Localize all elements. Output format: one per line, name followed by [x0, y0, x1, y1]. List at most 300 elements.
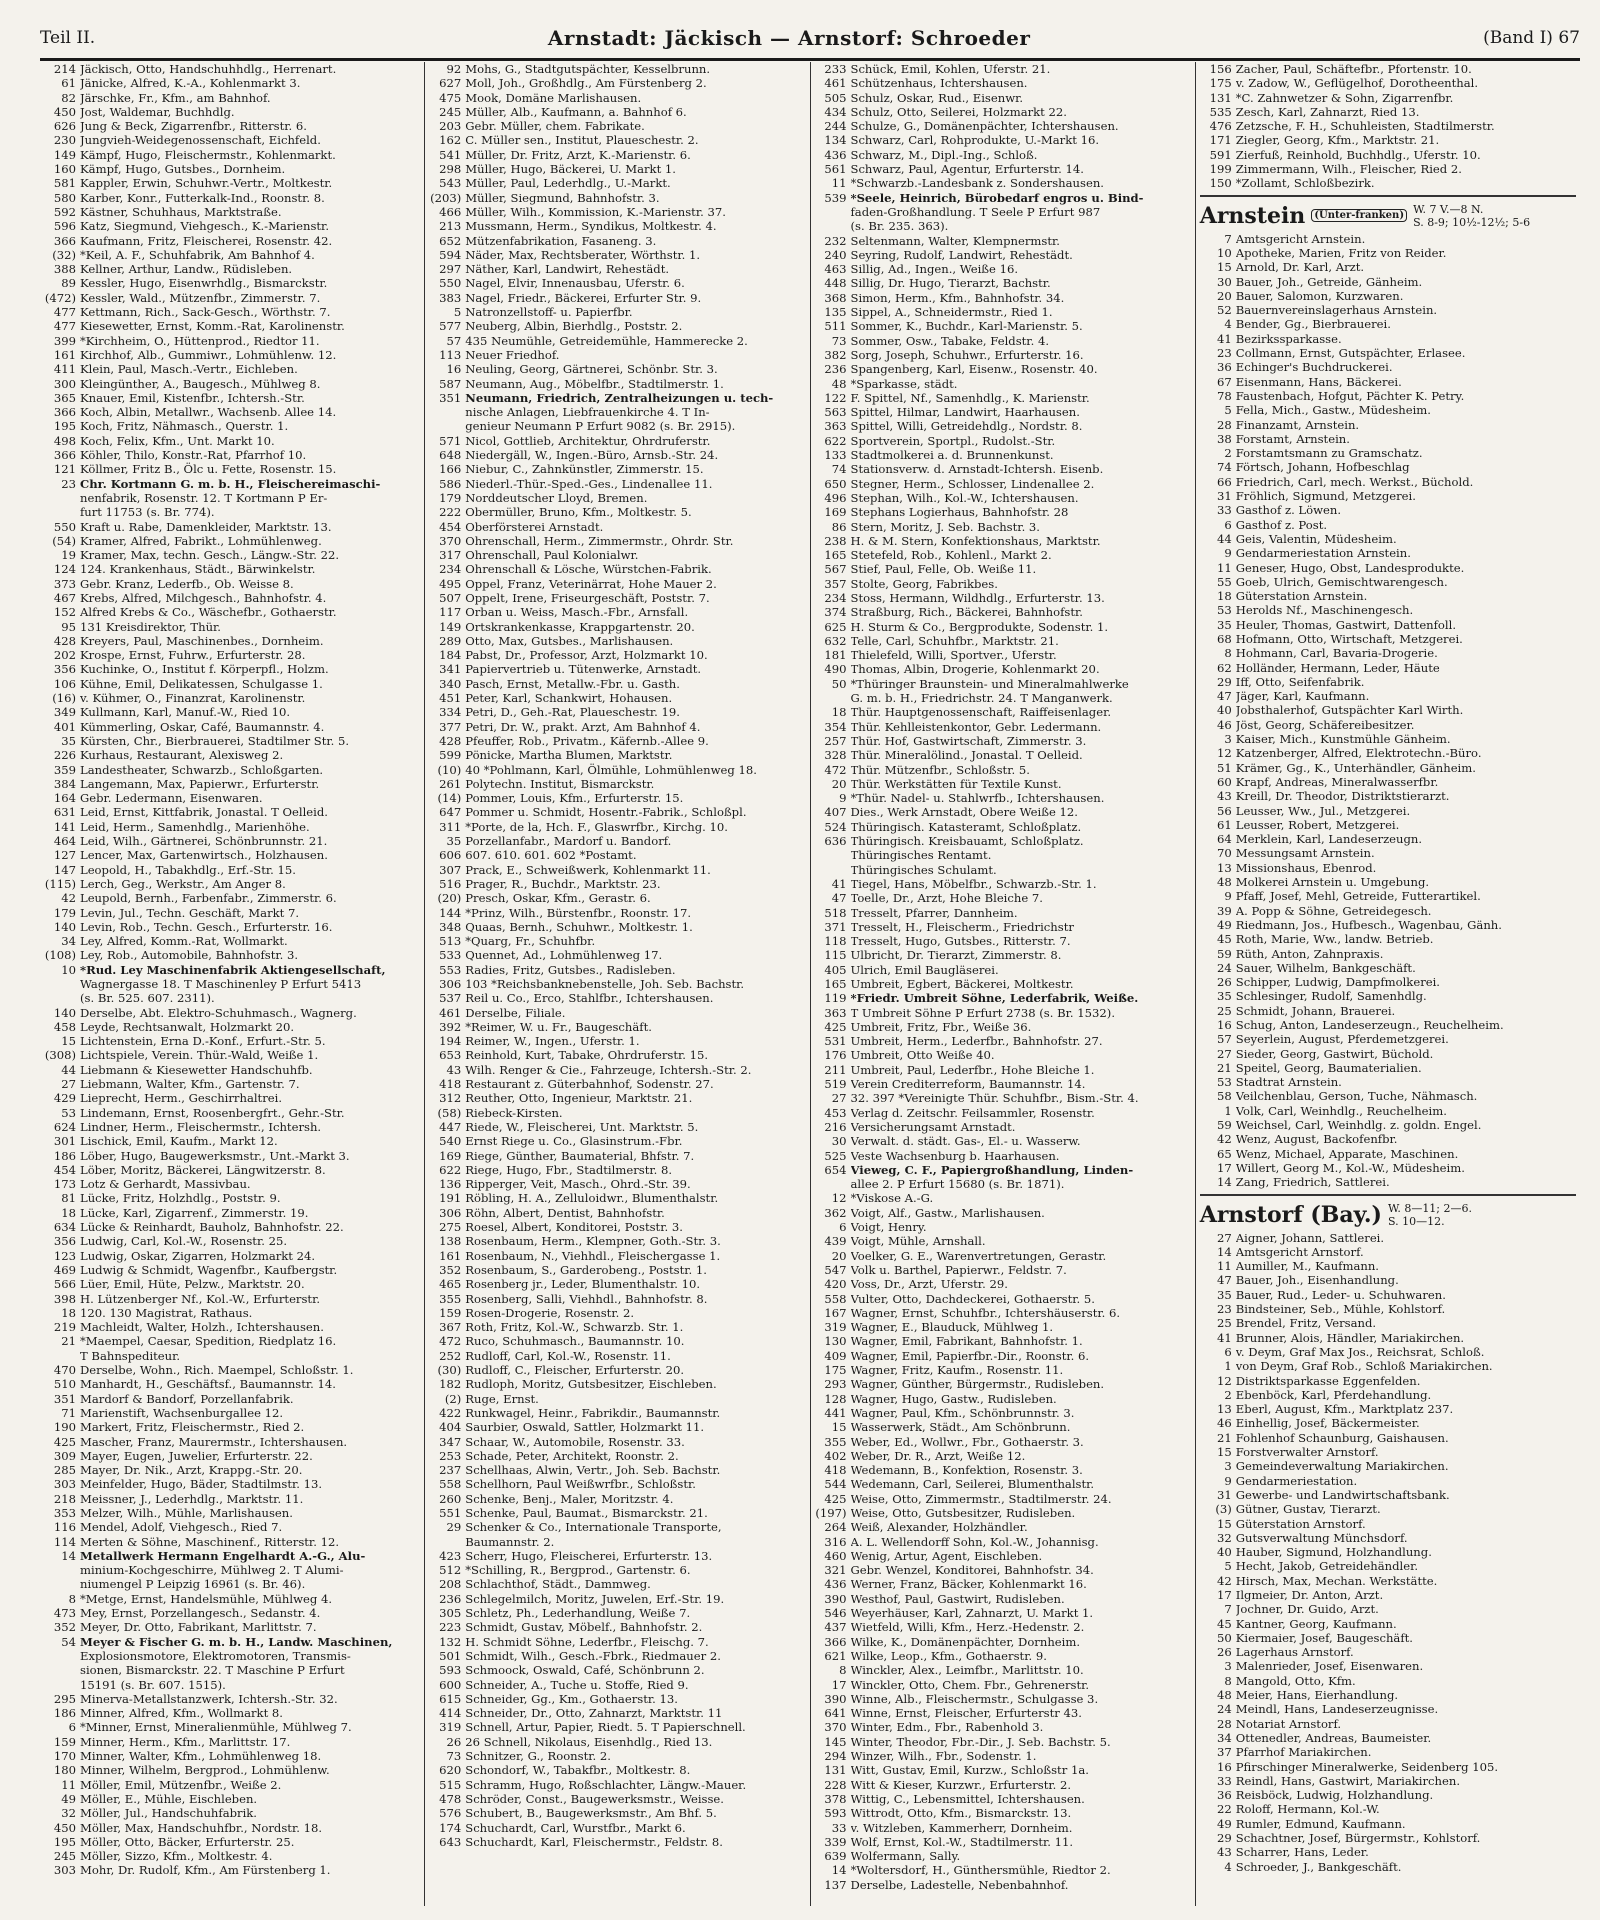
entry-text: Pfaff, Josef, Mehl, Getreide, Futterartikel.: [1235, 889, 1481, 904]
directory-entry: [1200, 148, 1576, 162]
directory-entry: [429, 1563, 805, 1577]
entry-text: Holländer, Hermann, Leder, Häute: [1235, 660, 1440, 675]
entry-text: Schade, Peter, Architekt, Roonstr. 2.: [465, 1448, 679, 1463]
entry-text: Mook, Domäne Marlishausen.: [465, 90, 642, 105]
directory-entry: [815, 1006, 1191, 1020]
entry-text: Thür. Mineralölind., Jonastal. T Oelleid.: [850, 748, 1083, 763]
phone-number: 86: [831, 519, 847, 534]
directory-entry: [44, 1692, 420, 1706]
phone-number: 543: [439, 176, 462, 191]
entry-text: Umbreit, Fritz, Fbr., Weiße 36.: [850, 1019, 1032, 1034]
phone-number: 519: [824, 1077, 847, 1092]
entry-text: Ohrenschall, Paul Kolonialwr.: [465, 548, 639, 563]
entry-text: Sippel, A., Schneidermstr., Ried 1.: [850, 305, 1053, 320]
directory-entry: [44, 877, 420, 891]
directory-entry: [429, 362, 805, 376]
directory-entry: [44, 1334, 420, 1348]
entry-text: Mendel, Adolf, Viehgesch., Ried 7.: [80, 1520, 283, 1535]
phone-number: (16): [52, 691, 76, 706]
phone-number: 27: [1216, 1046, 1232, 1061]
phone-number: 626: [53, 119, 76, 134]
directory-entry: [429, 1606, 805, 1620]
directory-entry: [1200, 603, 1576, 617]
entry-text: Weise, Otto, Zimmermstr., Stadtilmerstr. 24.: [850, 1491, 1112, 1506]
directory-entry: [429, 777, 805, 791]
directory-entry: [815, 1492, 1191, 1506]
entry-text: Löber, Moritz, Bäckerei, Längwitzerstr. 8.: [80, 1162, 326, 1177]
directory-entry: [815, 1549, 1191, 1563]
entry-text: Mangold, Otto, Kfm.: [1235, 1673, 1356, 1688]
phone-number: 362: [824, 1205, 847, 1220]
phone-number: 648: [439, 448, 462, 463]
directory-entry: [815, 1463, 1191, 1477]
phone-number: 450: [53, 104, 76, 119]
page-header: [40, 18, 1580, 61]
directory-entry: [429, 391, 805, 405]
entry-text: Krebs, Alfred, Milchgesch., Bahnhofstr. 4.: [80, 590, 327, 605]
directory-entry: [1200, 1674, 1576, 1688]
phone-number: 49: [1216, 917, 1232, 932]
entry-text: Thür. Mützenfbr., Schloßstr. 5.: [850, 762, 1030, 777]
phone-number: 513: [439, 934, 462, 949]
entry-text: Schnitzer, G., Roonstr. 2.: [465, 1749, 611, 1764]
directory-entry: [815, 162, 1191, 176]
entry-text: Bauer, Rud., Leder- u. Schuhwaren.: [1235, 1287, 1446, 1302]
directory-entry: [1200, 317, 1576, 331]
phone-number: 577: [439, 319, 462, 334]
directory-entry: [1200, 532, 1576, 546]
entry-text: Schubert, B., Baugewerksmstr., Am Bhf. 5.: [465, 1806, 717, 1821]
entry-text: Röbling, H. A., Zelluloidwr., Blumenthalstr.: [465, 1191, 719, 1206]
directory-entry: [44, 91, 420, 105]
entry-text: Metallwerk Hermann Engelhardt A.-G., Alu-: [80, 1548, 366, 1563]
directory-entry: [1200, 661, 1576, 675]
directory-entry: [815, 1292, 1191, 1306]
entry-text: Pfirschinger Mineralwerke, Seidenberg 105.: [1235, 1759, 1499, 1774]
directory-entry: [44, 291, 420, 305]
entry-text: Polytechn. Institut, Bismarckstr.: [465, 776, 655, 791]
entry-text: Tiegel, Hans, Möbelfbr., Schwarzb.-Str. 1.: [850, 876, 1097, 891]
phone-number: 137: [824, 1877, 847, 1892]
directory-entry: [1200, 1032, 1576, 1046]
phone-number: 531: [824, 1034, 847, 1049]
directory-entry: [429, 434, 805, 448]
entry-text: Bender, Gg., Bierbrauerei.: [1235, 317, 1391, 332]
entry-text: Machleidt, Walter, Holzh., Ichtershausen.: [80, 1320, 324, 1335]
directory-entry: [429, 605, 805, 619]
entry-text: Moll, Joh., Großhdlg., Am Fürstenberg 2.: [465, 76, 707, 91]
directory-entry: [815, 1220, 1191, 1234]
phone-number: 409: [824, 1348, 847, 1363]
directory-entry: [1200, 646, 1576, 660]
phone-number: [44, 1663, 80, 1677]
directory-entry: [1200, 389, 1576, 403]
directory-entry: [815, 677, 1191, 691]
directory-entry: [1200, 1004, 1576, 1018]
directory-entry: [44, 1678, 420, 1692]
phone-number: 537: [439, 991, 462, 1006]
entry-text: Jobsthalerhof, Gutspächter Karl Wirth.: [1235, 703, 1464, 718]
entry-text: Schmidt, Gustav, Möbelf., Bahnhofstr. 2.: [465, 1620, 703, 1635]
phone-number: 11: [1216, 1259, 1232, 1274]
entry-text: Schramm, Hugo, Roßschlachter, Längw.-Mauer.: [465, 1777, 747, 1792]
phone-number: 152: [53, 605, 76, 620]
directory-entry: [1200, 275, 1576, 289]
entry-text: Näder, Max, Rechtsberater, Wörthstr. 1.: [465, 247, 701, 262]
directory-entry: [815, 377, 1191, 391]
phone-number: 176: [824, 1048, 847, 1063]
entry-text: Pfarrhof Mariakirchen.: [1235, 1745, 1372, 1760]
directory-entry: [429, 791, 805, 805]
entry-text: Pasch, Ernst, Metallw.-Fbr. u. Gasth.: [465, 676, 680, 691]
phone-number: 434: [824, 104, 847, 119]
directory-entry: [815, 1320, 1191, 1334]
entry-text: Scherr, Hugo, Fleischerei, Erfurterstr. 13.: [465, 1548, 713, 1563]
directory-entry: [429, 720, 805, 734]
phone-number: 160: [53, 162, 76, 177]
column-4: [1195, 62, 1580, 1906]
phone-number: 8: [1224, 646, 1232, 661]
entry-text: Gebr. Ledermann, Eisenwaren.: [80, 791, 263, 806]
phone-number: 211: [824, 1062, 847, 1077]
phone-number: 13: [1216, 1402, 1232, 1417]
phone-number: 32: [1216, 1530, 1232, 1545]
phone-number: 306: [439, 1205, 462, 1220]
directory-entry: [1200, 1731, 1576, 1745]
directory-entry: [44, 562, 420, 576]
directory-entry: [1200, 589, 1576, 603]
directory-entry: [1200, 1774, 1576, 1788]
directory-entry: [44, 176, 420, 190]
entry-text: Weise, Otto, Gutsbesitzer, Rudisleben.: [850, 1505, 1076, 1520]
phone-number: 66: [1216, 474, 1232, 489]
directory-entry: [815, 119, 1191, 133]
entry-text: Kurhaus, Restaurant, Alexisweg 2.: [80, 748, 284, 763]
directory-entry: [429, 1134, 805, 1148]
entry-text: Röhn, Albert, Dentist, Bahnhofstr.: [465, 1205, 665, 1220]
entry-text: Schenker & Co., Internationale Transporte,: [465, 1520, 722, 1535]
entry-text: Müller, Dr. Fritz, Arzt, K.-Marienstr. 6.: [465, 147, 691, 162]
phone-number: 130: [824, 1334, 847, 1349]
entry-text: Brunner, Alois, Händler, Mariakirchen.: [1235, 1330, 1465, 1345]
directory-entry: [44, 1606, 420, 1620]
directory-entry: [429, 1835, 805, 1849]
entry-text: Umbreit, Egbert, Bäckerei, Moltkestr.: [850, 977, 1074, 991]
phone-number: 525: [824, 1148, 847, 1163]
directory-entry: [1200, 360, 1576, 374]
directory-entry: [429, 462, 805, 476]
entry-text: v. Witzleben, Kammerherr, Dornheim.: [850, 1820, 1073, 1835]
entry-text: Ottenedler, Andreas, Baumeister.: [1235, 1730, 1432, 1745]
phone-number: (14): [437, 791, 462, 806]
phone-number: (3): [1215, 1502, 1232, 1517]
phone-number: 162: [439, 133, 462, 148]
entry-text: Krospe, Ernst, Fuhrw., Erfurterstr. 28.: [80, 648, 306, 663]
phone-number: 60: [1216, 774, 1232, 789]
directory-entry: [44, 605, 420, 619]
town-heading-arnstorf: [1200, 1202, 1576, 1228]
directory-entry: [815, 1821, 1191, 1835]
phone-number: (2): [444, 1391, 462, 1406]
entry-text: Ilgmeier, Dr. Anton, Arzt.: [1235, 1587, 1384, 1602]
entry-text: Seltenmann, Walter, Klempnermstr.: [850, 233, 1060, 248]
entry-text: Gasthof z. Löwen.: [1235, 503, 1342, 518]
entry-text: Peter, Karl, Schankwirt, Hohausen.: [465, 691, 673, 706]
directory-entry: [44, 1320, 420, 1334]
directory-entry: [1200, 246, 1576, 260]
entry-text: Thür. Kehlleistenkontor, Gebr. Ledermann.: [850, 719, 1102, 734]
entry-text: Arnold, Dr. Karl, Arzt.: [1235, 260, 1365, 275]
entry-text: Stadtmolkerei a. d. Brunnenkunst.: [850, 448, 1054, 463]
directory-entry: [429, 534, 805, 548]
phone-number: 641: [824, 1706, 847, 1721]
phone-number: 541: [439, 147, 462, 162]
entry-text: Möller, E., Mühle, Eischleben.: [80, 1791, 258, 1806]
phone-number: 366: [53, 405, 76, 420]
directory-entry: [44, 219, 420, 233]
entry-text: Porzellanfabr., Mardorf u. Bandorf.: [465, 834, 672, 849]
phone-number: 289: [439, 633, 462, 648]
directory-entry: [815, 662, 1191, 676]
entry-text: Werner, Franz, Bäcker, Kohlenmarkt 16.: [850, 1577, 1087, 1592]
directory-entry: [1200, 1132, 1576, 1146]
entry-text: Ebenböck, Karl, Pferdehandlung.: [1235, 1387, 1432, 1402]
entry-text: Tresselt, Hugo, Gutsbes., Ritterstr. 7.: [850, 934, 1071, 949]
phone-number: 476: [1209, 119, 1232, 134]
entry-text: 103 *Reichsbanknebenstelle, Joh. Seb. Bachstr.: [465, 977, 745, 991]
phone-number: 128: [824, 1391, 847, 1406]
entry-text: Schondorf, W., Tabakfbr., Moltkestr. 8.: [465, 1763, 691, 1778]
phone-number: 26: [1216, 1645, 1232, 1660]
phone-number: 41: [1216, 1330, 1232, 1345]
entry-text: *Reimer, W. u. Fr., Baugeschäft.: [465, 1019, 652, 1034]
entry-text: Niederl.-Thür.-Sped.-Ges., Lindenallee 11.: [465, 476, 713, 491]
entry-text: Zang, Friedrich, Sattlerei.: [1235, 1175, 1390, 1190]
directory-entry: [815, 1106, 1191, 1120]
directory-entry: [429, 1778, 805, 1792]
phone-number: 6: [68, 1720, 76, 1735]
entry-text: Sommer, Osw., Tabake, Feldstr. 4.: [850, 333, 1050, 348]
phone-number: 8: [839, 1663, 847, 1678]
directory-entry: [1200, 1645, 1576, 1659]
entry-text: Mussmann, Herm., Syndikus, Moltkestr. 4.: [465, 219, 717, 234]
phone-number: 453: [824, 1105, 847, 1120]
directory-entry: [44, 1234, 420, 1248]
directory-entry: [1200, 975, 1576, 989]
entry-text: furt 11753 (s. Br. 774).: [80, 505, 215, 520]
phone-number: 61: [1216, 817, 1232, 832]
phone-number: 21: [1216, 1060, 1232, 1075]
phone-number: 73: [831, 333, 847, 348]
phone-number: 3: [1224, 1459, 1232, 1474]
phone-number: 351: [439, 390, 462, 405]
directory-entry: [1200, 904, 1576, 918]
directory-entry: [429, 1549, 805, 1563]
directory-entry: [44, 1006, 420, 1020]
entry-text: Forstamtsmann zu Gramschatz.: [1235, 446, 1423, 461]
directory-entry: [1200, 689, 1576, 703]
entry-text: Iff, Otto, Seifenfabrik.: [1235, 674, 1365, 689]
phone-number: 165: [824, 548, 847, 563]
entry-text: Kaufmann, Fritz, Fleischerei, Rosenstr. 42.: [80, 233, 333, 248]
directory-entry: [815, 948, 1191, 962]
directory-entry: [429, 1792, 805, 1806]
entry-text: *Woltersdorf, H., Günthersmühle, Riedtor 2.: [850, 1863, 1111, 1878]
phone-number: 131: [1209, 90, 1232, 105]
entry-text: Oppelt, Irene, Friseurgeschäft, Poststr. 7.: [465, 590, 710, 605]
directory-entry: [1200, 989, 1576, 1003]
phone-number: 234: [824, 590, 847, 605]
entry-text: Markert, Fritz, Fleischermstr., Ried 2.: [80, 1420, 305, 1435]
directory-entry: [1200, 1631, 1576, 1645]
directory-entry: [44, 405, 420, 419]
phone-number: 587: [439, 376, 462, 391]
directory-entry: [1200, 1288, 1576, 1302]
directory-entry: [815, 1048, 1191, 1062]
phone-number: 467: [53, 590, 76, 605]
directory-entry: [1200, 1459, 1576, 1473]
phone-number: 558: [439, 1477, 462, 1492]
entry-text: 15191 (s. Br. 607. 1515).: [80, 1677, 226, 1692]
phone-number: 8: [1224, 1673, 1232, 1688]
phone-number: 159: [439, 1305, 462, 1320]
directory-entry: [429, 248, 805, 262]
phone-number: 1: [1224, 1103, 1232, 1118]
directory-entry: [44, 620, 420, 634]
entry-text: Melzer, Wilh., Mühle, Marlishausen.: [80, 1505, 293, 1520]
directory-entry: [44, 820, 420, 834]
entry-text: Weber, Dr. R., Arzt, Weiße 12.: [850, 1448, 1026, 1463]
phone-number: 164: [53, 791, 76, 806]
entry-text: 124. Krankenhaus, Städt., Bärwinkelstr.: [80, 562, 316, 577]
directory-entry: [815, 1249, 1191, 1263]
entry-text: Schuchardt, Karl, Fleischermstr., Feldstr. 8.: [465, 1834, 723, 1849]
entry-text: Amtsgericht Arnstein.: [1235, 231, 1366, 246]
entry-text: Wedemann, B., Konfektion, Rosenstr. 3.: [850, 1463, 1083, 1478]
entry-text: Radies, Fritz, Gutsbes., Radisleben.: [465, 962, 676, 977]
entry-text: Mascher, Franz, Maurermstr., Ichtershausen.: [80, 1434, 348, 1449]
entry-text: Wenig, Artur, Agent, Eischleben.: [850, 1548, 1043, 1563]
phone-number: (115): [44, 876, 76, 891]
directory-entry: [815, 434, 1191, 448]
directory-entry: [44, 1277, 420, 1291]
entry-text: Merten & Söhne, Maschinenf., Ritterstr. 12.: [80, 1534, 340, 1549]
phone-number: 260: [439, 1491, 462, 1506]
directory-entry: [815, 1563, 1191, 1577]
phone-number: 38: [1216, 431, 1232, 446]
entry-text: Riedmann, Jos., Hufbesch., Wagenbau, Gänh.: [1235, 917, 1502, 932]
phone-number: 245: [439, 104, 462, 119]
phone-number: 615: [439, 1691, 462, 1706]
town-name: Arnstein: [1199, 202, 1306, 229]
entry-text: Leid, Ernst, Kittfabrik, Jonastal. T Oelleid.: [80, 805, 328, 820]
entry-text: Schneider, Dr., Otto, Zahnarzt, Marktstr. 11: [465, 1706, 723, 1721]
directory-entry: [44, 477, 420, 491]
entry-text: Kullmann, Karl, Manuf.-W., Ried 10.: [80, 705, 291, 720]
phone-number: 388: [53, 262, 76, 277]
directory-entry: [429, 705, 805, 719]
entry-text: Möller, Emil, Mützenfbr., Weiße 2.: [80, 1777, 282, 1792]
phone-number: 454: [53, 1162, 76, 1177]
phone-number: 437: [824, 1620, 847, 1635]
directory-entry: [1200, 1374, 1576, 1388]
directory-entry: [44, 720, 420, 734]
directory-entry: [429, 577, 805, 591]
phone-number: 136: [439, 1177, 462, 1192]
directory-entry: [44, 133, 420, 147]
entry-text: Jost, Waldemar, Buchhdlg.: [80, 104, 235, 119]
phone-number: 230: [53, 133, 76, 148]
directory-entry: [815, 348, 1191, 362]
phone-number: 298: [439, 162, 462, 177]
phone-number: 27: [61, 1077, 76, 1092]
phone-number: [429, 419, 465, 433]
phone-number: 181: [824, 648, 847, 663]
phone-number: 28: [1216, 1716, 1232, 1731]
entry-text: Friedrich, Carl, mech. Werkst., Büchold.: [1235, 474, 1474, 489]
phone-number: 45: [1216, 1616, 1232, 1631]
entry-text: Schulze, G., Domänenpächter, Ichtershausen.: [850, 119, 1119, 134]
entry-text: *Thür. Nadel- u. Stahlwrfb., Ichtershausen.: [850, 791, 1105, 806]
directory-entry: [1200, 789, 1576, 803]
entry-text: Winne, Ernst, Fleischer, Erfurterstr 43.: [850, 1706, 1082, 1721]
directory-entry: [1200, 1089, 1576, 1103]
phone-number: 244: [824, 119, 847, 134]
phone-number: 580: [53, 190, 76, 205]
directory-entry: [44, 505, 420, 519]
directory-entry: [815, 734, 1191, 748]
phone-number: 64: [1216, 832, 1232, 847]
entry-text: Schmoock, Oswald, Café, Schönbrunn 2.: [465, 1663, 705, 1678]
columns: [40, 62, 1580, 1906]
directory-entry: [1200, 746, 1576, 760]
directory-entry: [1200, 1061, 1576, 1075]
phone-number: 49: [1216, 1816, 1232, 1831]
phone-number: 54: [61, 1634, 76, 1649]
phone-number: 140: [53, 919, 76, 934]
directory-entry: [44, 1778, 420, 1792]
entry-text: Jung & Beck, Zigarrenfbr., Ritterstr. 6.: [80, 119, 307, 134]
phone-number: 51: [1216, 760, 1232, 775]
directory-entry: [44, 591, 420, 605]
entry-text: Winter, Edm., Fbr., Rabenhold 3.: [850, 1720, 1044, 1735]
entry-text: Liebmann & Kiesewetter Handschuhfb.: [80, 1062, 313, 1077]
directory-entry: [1200, 1588, 1576, 1602]
phone-number: 47: [1216, 1273, 1232, 1288]
entry-text: Schulz, Otto, Seilerei, Holzmarkt 22.: [850, 104, 1067, 119]
phone-number: [44, 1649, 80, 1663]
entry-text: Explosionsmotore, Elektromotoren, Transmis-: [80, 1648, 351, 1663]
entry-text: Kramer, Alfred, Fabrikt., Lohmühlenweg.: [80, 533, 322, 548]
entry-text: (s. Br. 525. 607. 2311).: [80, 991, 215, 1006]
entry-text: Ohrenschall & Lösche, Würstchen-Fabrik.: [465, 562, 712, 577]
phone-number: 546: [824, 1606, 847, 1621]
directory-entry: [429, 119, 805, 133]
phone-number: 133: [824, 448, 847, 463]
entry-text: Rudloff, C., Fleischer, Erfurterstr. 20.: [465, 1363, 685, 1378]
phone-number: 33: [1216, 1773, 1232, 1788]
entry-text: Stephan, Wilh., Kol.-W., Ichtershausen.: [850, 490, 1079, 505]
entry-text: Einhellig, Josef, Bäckermeister.: [1235, 1416, 1420, 1431]
phone-number: 34: [1216, 1730, 1232, 1745]
directory-entry: [815, 1592, 1191, 1606]
directory-entry: [44, 1292, 420, 1306]
entry-text: *Zollamt, Schloßbezirk.: [1235, 176, 1375, 191]
directory-entry: [1200, 403, 1576, 417]
directory-entry: [429, 1749, 805, 1763]
directory-entry: [44, 848, 420, 862]
directory-entry: [44, 1520, 420, 1534]
